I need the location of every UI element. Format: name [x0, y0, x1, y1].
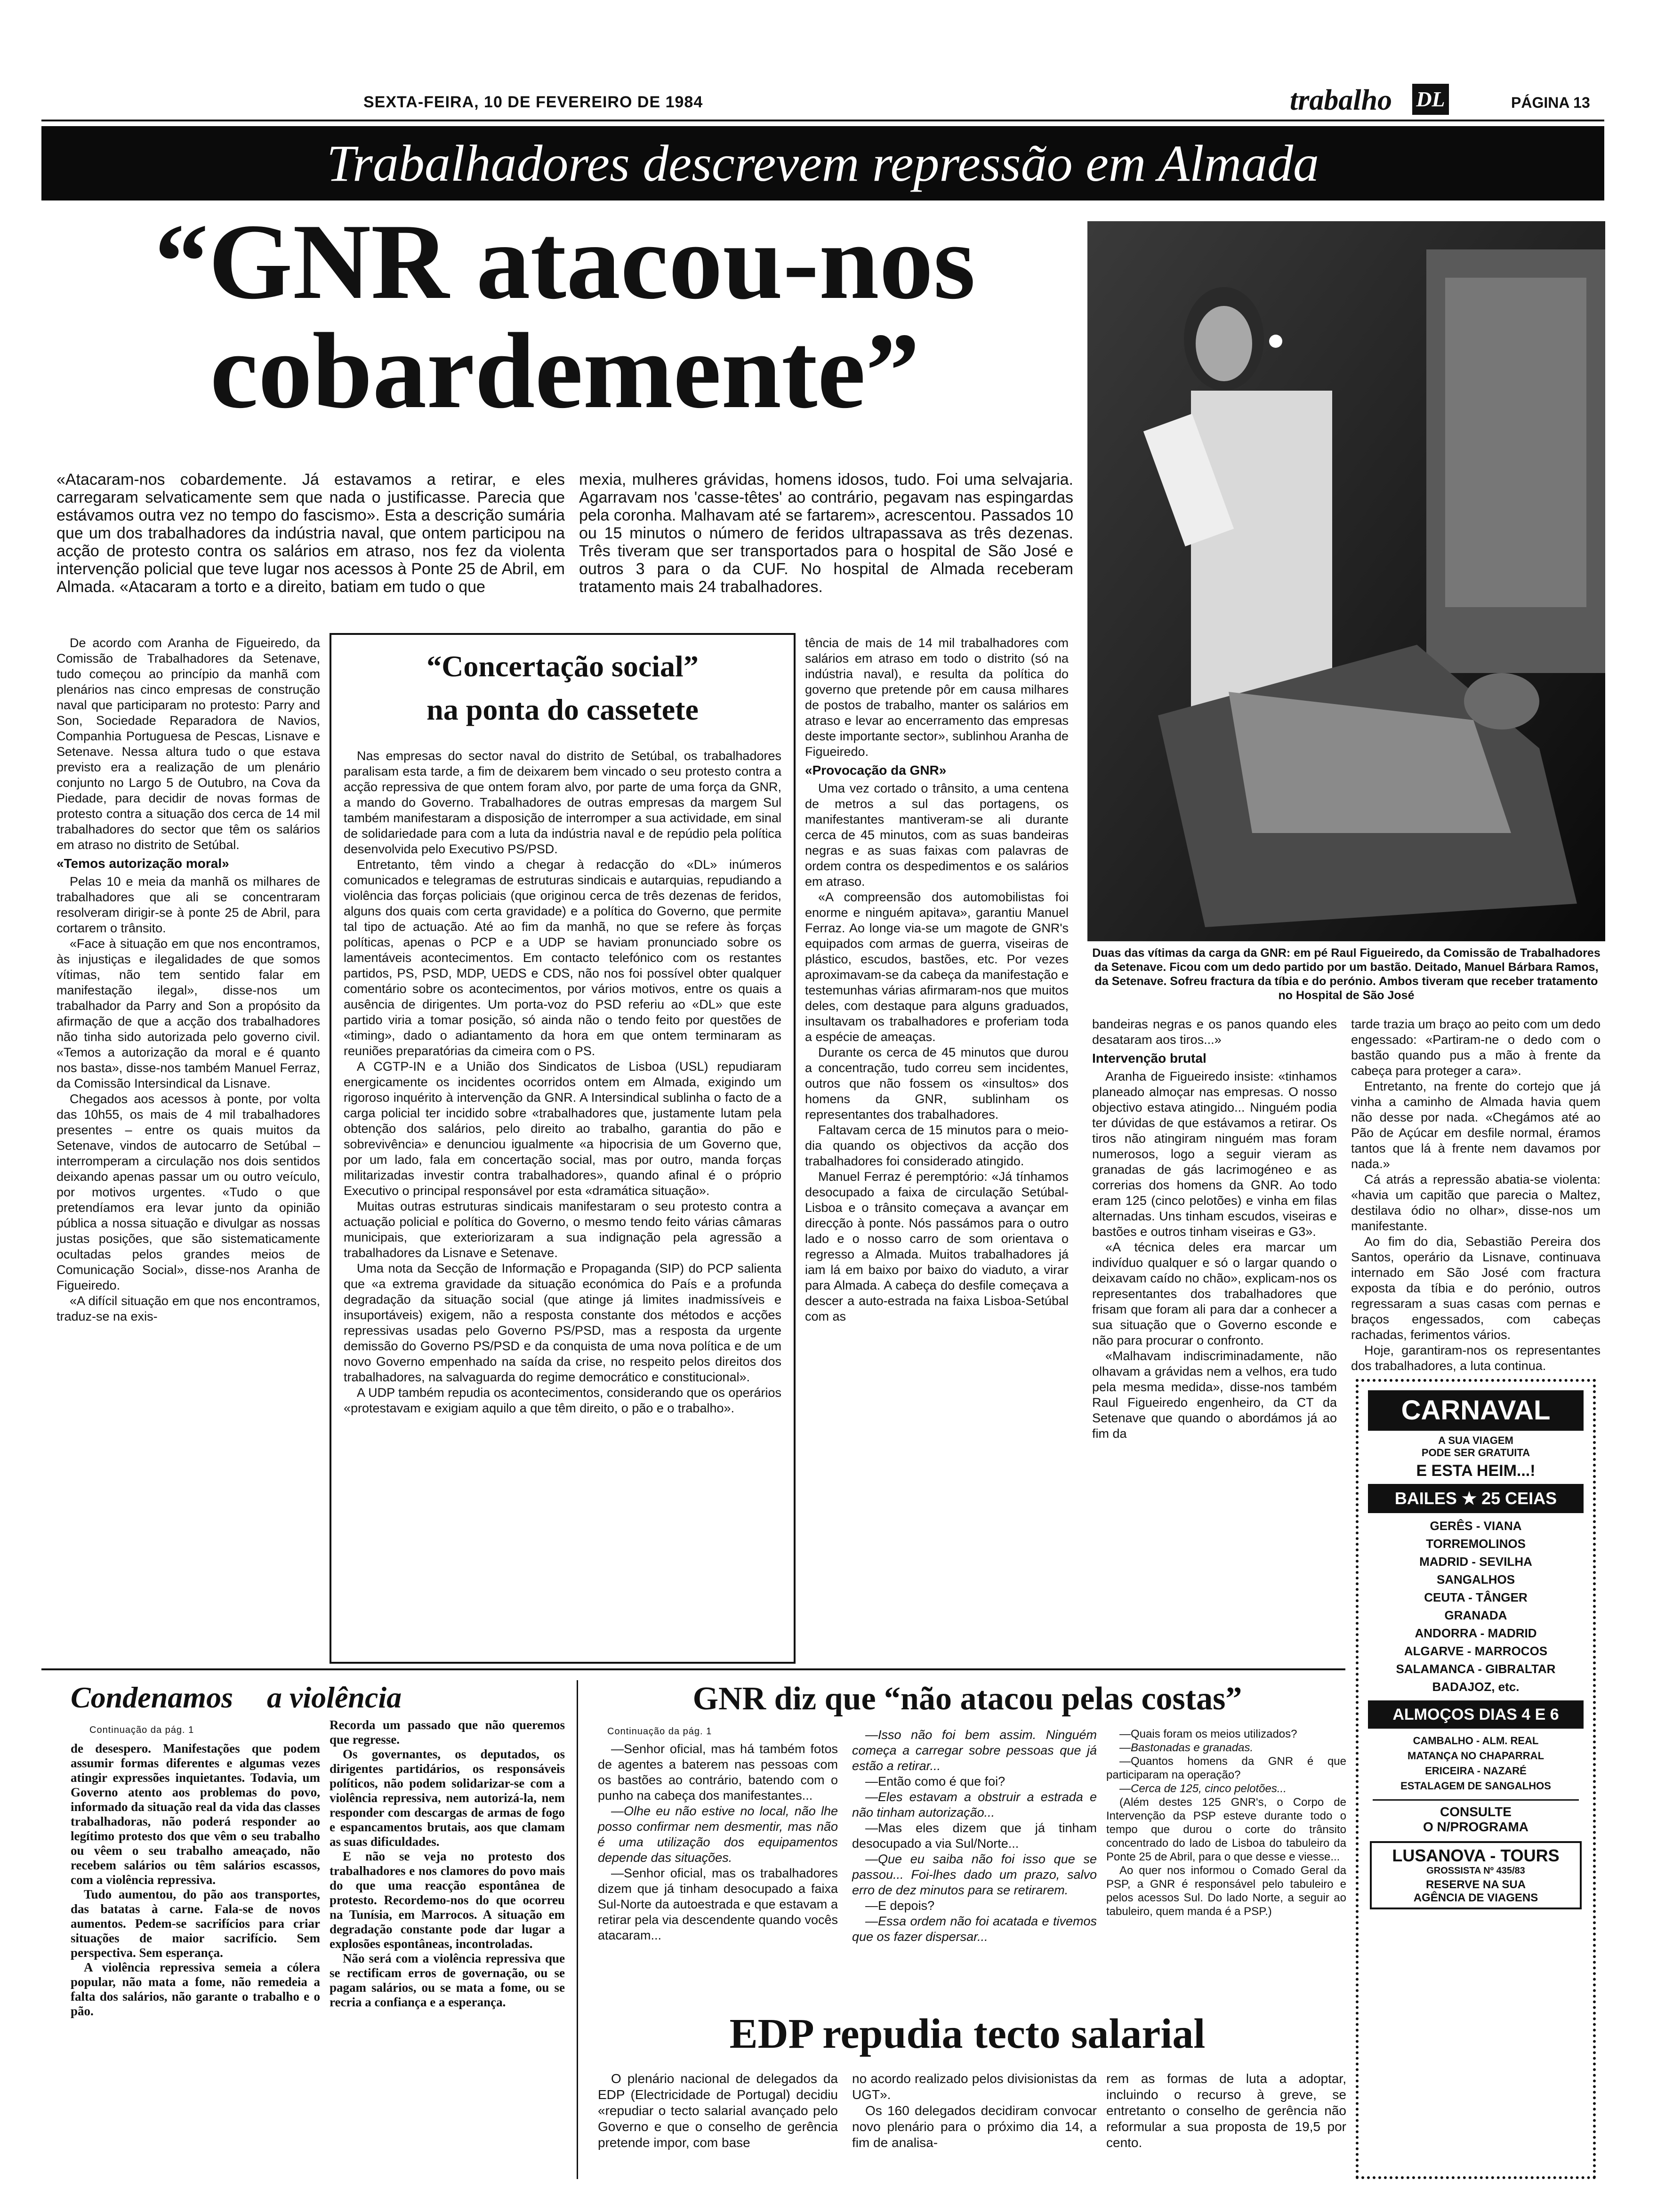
ad-place: CEUTA - TÂNGER [1424, 1590, 1528, 1604]
lower-section-rule [41, 1668, 1345, 1670]
headline [71, 201, 1059, 431]
col4-para-2: Aranha de Figueiredo insiste: «tinhamos planeado almoçar nas empresas. O nosso objectivo estava atingido... Ninguém podia ter dúvidas de que estávamos a retirar. Os tiros não atingiram ninguém mas foram numerosos, logo a seguir vieram as granadas de gás lacrimogéneo e as correrias dos homens da GNR. Ao todo eram 125 (cinco pelotões) e vinha em filas alternadas. Uns tinham escudos, viseiras e bastões e outros tinham viseiras e G3». [1092, 1069, 1337, 1239]
gnr-col-3 [1106, 1727, 1346, 2005]
header-date: SEXTA-FEIRA, 10 DE FEVEREIRO DE 1984 [363, 93, 703, 111]
gnr-title: GNR diz que “não atacou pelas costas” [692, 1681, 1242, 1717]
gnr-para-2: —Olhe eu não estive no local, não lhe posso confirmar nem desmentir, mas não é uma utilização dos equipamentos depende das situações. [598, 1804, 838, 1865]
ad-place-2: MATANÇA NO CHAPARRAL [1407, 1750, 1544, 1762]
col3-para-2: Uma vez cortado o trânsito, a uma centena de metros a sul das portagens, os manifestantes mantiveram-se ali durante cerca de 45 minutos, com as suas bandeiras negras e as suas faixas com palavras de ordem contra os despedimentos e os salários em atraso. [805, 781, 1069, 889]
ad-reserve: RESERVE NA SUA [1425, 1878, 1526, 1891]
editorial-col-1 [71, 1741, 320, 2184]
dl-logo-text: DL [1416, 87, 1445, 111]
editorial-title-1: Condenamos [71, 1681, 233, 1714]
gnr-para-12: —Bastonadas e granadas. [1119, 1741, 1254, 1754]
col1-subhead: «Temos autorização moral» [56, 856, 229, 871]
box-para-3: A CGTP-IN e a União dos Sindicatos de Lisboa (USL) repudiaram energicamente os incidentes ocorridos ontem em Almada, exigindo um rigoroso inquérito à intervenção da GNR. A Intersindical sublinha o facto de a carga policial ter incidido sobre «trabalhadores que, justamente lutam pela obtenção dos salários, pelo direito ao trabalho, garantia do pão e sobrevivência» e denunciou igualmente «a hipocrisia de um Governo que, por um lado, fala em concertação social, mas por outro, manda forças militarizadas investir contra trabalhadores», quando afinal é o próprio Executivo o principal responsável por esta «dramática situação». [344, 1059, 781, 1198]
banner [41, 126, 1604, 200]
lead-col-2 [579, 471, 1073, 626]
gnr-para-14: —Cerca de 125, cinco pelotões... [1119, 1782, 1287, 1795]
editorial-para-5: Os governantes, os deputados, os dirigentes partidários, os responsáveis políticos, não podem solidarizar-se com a violência repressiva, nem autorizá-la, nem responder com descargas de armas de fogo e espancamentos brutais, aos que clamam as suas dificuldades. [330, 1747, 565, 1849]
col1-para-5: «A difícil situação em que nos encontramos, traduz-se na exis- [56, 1294, 320, 1323]
col5-para-2: Entretanto, na frente do cortejo que já vinha a caminho de Almada havia quem não desse por nada. «Chegámos até ao Pão de Açúcar em desfile normal, éramos tantos que lá à frente nem davamos por nada.» [1351, 1079, 1601, 1171]
editorial-para-2: Tudo aumentou, do pão aos transportes, das batatas à carne. Fala-se de novos aumentos. Pedem-se sacrifícios para criar situações de maior sacrifício. Sem perspectiva. Sem esperança. [71, 1887, 320, 1960]
col3-subhead: «Provocação da GNR» [805, 763, 947, 777]
gnr-para-3: —Senhor oficial, mas os trabalhadores dizem que já tinham desocupado a faixa Sul-Norte da autoestrada e que estavam a retirar pela via descendente quando vocês atacaram... [598, 1866, 838, 1942]
ad-place-2: CAMBALHO - ALM. REAL [1413, 1735, 1539, 1747]
ad-line-1: A SUA VIAGEM [1438, 1435, 1513, 1446]
gnr-para-16: Ao quer nos informou o Comado Geral da PSP, a GNR é responsável pelo tabuleiro e pelos acessos Sul. Do lado Norte, a seguir ao tabuleiro, quem manda é a PSP.) [1106, 1864, 1346, 1918]
ad-place: GERÊS - VIANA [1430, 1519, 1522, 1533]
article-col-1 [56, 635, 320, 1657]
ad-programa: O N/PROGRAMA [1423, 1819, 1528, 1834]
ad-agency: LUSANOVA - TOURS [1392, 1846, 1560, 1865]
header-rule [41, 120, 1604, 121]
advert-carnaval [1356, 1379, 1596, 2179]
photo-illustration [1087, 221, 1605, 941]
ad-line-3: E ESTA HEIM...! [1416, 1462, 1536, 1480]
box-para-5: Uma nota da Secção de Informação e Propaganda (SIP) do PCP salienta que «a extrema gravidade da situação económica do País e a profunda degradação da situação social (que atinge já limites inadmissíveis e insuportáveis) exigem, não a resposta constante dos métodos e acções repressivas usadas pelo Governo PS/PSD, mas a resposta da urgente demissão do Governo PS/PSD e da conquista de uma nova política e de um novo Governo empenhado na saída da crise, no respeito pelos direitos dos trabalhadores, na salvaguarda do regime democrático e constitucional». [344, 1261, 781, 1384]
ad-line-2: PODE SER GRATUITA [1421, 1447, 1530, 1459]
lead-col-1 [56, 471, 565, 626]
gnr-para-13: —Quantos homens da GNR é que participaram na operação? [1106, 1755, 1346, 1781]
ad-consulte: CONSULTE [1440, 1804, 1512, 1819]
edp-col-1 [598, 2071, 838, 2184]
ad-place: SANGALHOS [1436, 1572, 1515, 1587]
col1-para-1: De acordo com Aranha de Figueiredo, da Comissão de Trabalhadores da Setenave, tudo começou ao princípio da manhã com plenários nas cinco empresas de construção naval que participaram no protesto: Parry and Son, Sociedade Reparadora de Navios, Companhia Portuguesa de Pescas, Lisnave e Setenave. Nessa altura tudo o que estava previsto era a realização de um plenário conjunto no Largo 5 de Outubro, na Cova da Piedade, para decidir de novas formas de protesto contra a situação dos cerca de 14 mil trabalhadores do sector que têm os salários em atraso no distrito de Setúbal. [56, 636, 320, 852]
ad-agencia: AGÊNCIA DE VIAGENS [1413, 1891, 1538, 1904]
section-name: trabalho [1290, 84, 1392, 116]
photo-caption: Duas das vítimas da carga da GNR: em pé Raul Figueiredo, da Comissão de Trabalhadores da Setenave. Ficou com um dedo partido por um bastão. Deitado, Manuel Bárbara Ramos, da Setenave. Sofreu fractura da tíbia e do perónio. Ambos tiveram que receber tratamento no Hospital de São José [1092, 946, 1601, 1002]
col1-para-3: «Face à situação em que nos encontramos, às injustiças e ilegalidades de que somos vítimas, não tem sentido falar em manifestação ilegal», disse-nos um trabalhador da Parry and Son a propósito da afirmação de que a acção dos trabalhadores não tinha sido autorizada pelo governo civil. «Temos a autorização da moral e é quanto nos basta», disse-nos também Manuel Ferraz, da Comissão Intersindical da Lisnave. [56, 937, 320, 1090]
col1-para-2: Pelas 10 e meia da manhã os milhares de trabalhadores que ali se concentraram resolveram dirigir-se à ponte 25 de Abril, para cortarem o trânsito. [56, 874, 320, 935]
ad-place: MADRID - SEVILHA [1419, 1555, 1532, 1569]
ad-almocos: ALMOÇOS DIAS 4 E 6 [1368, 1700, 1584, 1729]
col4-para-1: bandeiras negras e os panos quando eles desataram aos tiros...» [1092, 1017, 1337, 1047]
box-title-line-1: “Concertação social” [426, 649, 699, 683]
editorial-divider [577, 1680, 578, 2179]
gnr-para-10: —Essa ordem não foi acatada e tivemos que os fazer dispersar... [852, 1914, 1097, 1944]
col3-para-4: Durante os cerca de 45 minutos que durou a concentração, tudo correu sem incidentes, outros que não fossem os «insultos» dos homens da GNR, sublinham os representantes dos trabalhadores. [805, 1045, 1069, 1122]
ad-consulte-block [1373, 1799, 1579, 1835]
article-col-5 [1351, 1017, 1601, 1373]
ad-grossista: GROSSISTA Nº 435/83 [1426, 1866, 1525, 1876]
banner-text: Trabalhadores descrevem repressão em Almada [326, 135, 1319, 192]
editorial-para-7: Não será com a violência repressiva que se rectificam erros de governação, ou se pagam salários, ou se mata a fome, ou se recria a confiança e a esperança. [330, 1951, 565, 2009]
col3-para-1: tência de mais de 14 mil trabalhadores com salários em atraso em todo o distrito (só na indústria naval), e resulta da política do governo que pretende pôr em causa milhares de postos de trabalho, manter os salários em atraso e levar ao encerramento das empresas deste importante sector», sublinhou Aranha de Figueiredo. [805, 636, 1069, 759]
lead-para-1: «Atacaram-nos cobardemente. Já estavamos a retirar, e eles carregaram selvaticamente sem que nada o justificasse. Parecia que estávamos outra vez no tempo do fascismo». Esta a descrição sumária que um dos trabalhadores da indústria naval, que ontem participou na acção de protesto contra os salários em atraso, nos fez da violenta intervenção policial que teve lugar nos acessos à Ponte 25 de Abril, em Almada. «Atacaram a torto e a direito, batiam em tudo o que [56, 471, 565, 596]
ad-title: CARNAVAL [1368, 1390, 1584, 1431]
ad-places-2 [1359, 1733, 1593, 1794]
editorial-para-4: Recorda um passado que não queremos que regresse. [330, 1718, 565, 1747]
page-number: PÁGINA 13 [1511, 94, 1590, 111]
ad-agency-box [1370, 1841, 1582, 1909]
edp-para-4: rem as formas de luta a adoptar, incluindo o recurso à greve, se entretanto o conselho de gerência não reformular a sua proposta de 19,5 por cento. [1106, 2071, 1346, 2150]
col5-para-3: Cá atrás a repressão abatia-se violenta: «havia um capitão que parecia o Maltez, destilava ódio no olhar», disse-nos um manifestante. [1351, 1172, 1601, 1233]
gnr-para-8: —Que eu saiba não foi isso que se passou... Foi-lhes dado um prazo, salvo erro de dez minutos para se retirarem. [852, 1852, 1097, 1897]
photo-victims [1087, 221, 1605, 941]
editorial-para-6: E não se veja no protesto dos trabalhadores e nos clamores do povo mais do que uma reacção espontânea de protesto. Recordemo-nos do que ocorreu na Tunísia, em Marrocos. A situação em degradação constante pode dar lugar a explosões espontâneas, incontroladas. [330, 1849, 565, 1951]
gnr-para-1: —Senhor oficial, mas há também fotos de agentes a baterem nas pessoas com os bastões ao contrário, batendo com o punho na cabeça dos manifestantes... [598, 1742, 838, 1803]
editorial-continuation: Continuação da pág. 1 [89, 1725, 194, 1735]
lead-para-2: mexia, mulheres grávidas, homens idosos, tudo. Foi uma selvajaria. Agarravam nos 'casse-têtes' ao contrário, pegavam nas espingardas pela coronha. Malhavam até se fartarem», acrescentou. Passados 10 ou 15 minutos o número de feridos ultrapassava as três dezenas. Três tiveram que ser transportados para o hospital de São José e outros 3 para o da CUF. No hospital de Almada receberam tratamento mais 24 trabalhadores. [579, 471, 1073, 596]
editorial-para-1: de desespero. Manifestações que podem assumir formas diferentes e algumas vezes atingir expressões inquietantes. Todavia, um Governo atento aos problemas do povo, informado da situação real da vida das classes trabalhadoras, não poderá responder ao legítimo protesto dos que vêm o seu trabalho ou vêem o seu trabalho ameaçado, não recebem salários ou têm salários escassos, com a violência repressiva. [71, 1741, 320, 1887]
box-body [344, 748, 781, 1652]
gnr-col-1 [598, 1741, 838, 2005]
col4-subhead: Intervenção brutal [1092, 1051, 1207, 1066]
box-para-6: A UDP também repudia os acontecimentos, considerando que os operários «protestavam e exigiam aquilo a que têm direito, o pão e o trabalho». [344, 1386, 781, 1415]
col3-para-3: «A compreensão dos automobilistas foi enorme e ninguém apitava», garantiu Manuel Ferraz. Ao longe via-se um magote de GNR's equipados com armas de guerra, viseiras de plástico, escudos, bastões, etc. Por vezes aproximavam-se da cabeça da manifestação e testemunhas várias afirmaram-nos que muitos deles, com destaque para alguns graduados, insultavam os trabalhadores e proferiam toda a espécie de ameaças. [805, 890, 1069, 1044]
headline-line-2: cobardemente” [210, 311, 920, 431]
editorial-title-2: a violência [266, 1681, 402, 1714]
ad-places [1359, 1517, 1593, 1696]
gnr-para-9: —E depois? [865, 1899, 935, 1913]
ad-bailes: BAILES ★ 25 CEIAS [1368, 1484, 1584, 1513]
col4-para-4: «Malhavam indiscriminadamente, não olhavam a grávidas nem a velhos, era tudo pela mesma medida», disse-nos também Raul Figueiredo engenheiro, da CT da Setenave que quando o abordámos já ao fim da [1092, 1349, 1337, 1441]
col3-para-5: Faltavam cerca de 15 minutos para o meio-dia quando os objectivos da acção dos trabalhadores foi considerado atingido. [805, 1123, 1069, 1168]
ad-place: ANDORRA - MADRID [1415, 1626, 1537, 1640]
box-para-2: Entretanto, têm vindo a chegar à redacção do «DL» inúmeros comunicados e telegramas de estruturas sindicais e autarquias, repudiando a violência das forças policiais (que originou cerca de três dezenas de feridos, alguns dos quais com certa gravidade) e a política do Governo, que permite tal tipo de actuação. Até ao fim da manhã, no que se refere às forças políticas, apenas o PCP e a UDP se haviam pronunciado sobre os lamentáveis acontecimentos. Em contacto telefónico com os restantes partidos, PS, PSD, MDP, UEDS e CDS, não nos foi possível obter qualquer comentário sobre os acontecimentos, por vários motivos, entre os quais a ausência de dirigentes. Um porta-voz do PSD referiu ao «DL» que este partido viria a tomar posição, só ainda não o tendo feito por questões de «timing», dado o adiantamento da hora em que ontem terminaram as reuniões preparatórias da cimeira com o PS. [344, 858, 781, 1058]
edp-title: EDP repudia tecto salarial [729, 2011, 1206, 2057]
col3-para-6: Manuel Ferraz é peremptório: «Já tínhamos desocupado a faixa de circulação Setúbal-Lisboa e o trânsito começava a avançar em direcção à ponte. Nós passámos para o outro lado e o nosso carro de som orientava o regresso a Almada. Muitos trabalhadores já iam lá em baixo por baixo do viaduto, a virar para Almada. A cabeça do desfile começava a descer a auto-estrada na faixa Lisboa-Setúbal com as [805, 1170, 1069, 1323]
ad-place: GRANADA [1444, 1608, 1507, 1622]
gnr-para-6: —Eles estavam a obstruir a estrada e não tinham autorização... [852, 1790, 1097, 1819]
edp-col-2 [852, 2071, 1097, 2184]
gnr-para-11: —Quais foram os meios utilizados? [1119, 1728, 1297, 1740]
article-col-3 [805, 635, 1069, 1657]
edp-para-1: O plenário nacional de delegados da EDP (Electricidade de Portugal) decidiu «repudiar o tecto salarial avançado pelo Governo e que o conselho de gerência pretende impor, com base [598, 2071, 838, 2150]
edp-para-2: no acordo realizado pelos divisionistas da UGT». [852, 2071, 1097, 2102]
box-title [334, 645, 791, 731]
editorial-col-2b [330, 1718, 565, 2184]
article-col-4 [1092, 1017, 1337, 1657]
edp-para-3: Os 160 delegados decidiram convocar novo plenário para o próximo dia 14, a fim de analisa- [852, 2103, 1097, 2150]
ad-place-2: ERICEIRA - NAZARÉ [1425, 1765, 1527, 1777]
ad-place: ALGARVE - MARROCOS [1404, 1644, 1548, 1658]
col5-para-4: Ao fim do dia, Sebastião Pereira dos Santos, operário da Lisnave, continuava internado em São José com fractura exposta da tíbia e do perónio, outros regressaram a suas casas com pernas e braços engessados, com cabeças rachadas, ferimentos vários. [1351, 1234, 1601, 1342]
ad-place: TORREMOLINOS [1426, 1537, 1526, 1551]
box-para-1: Nas empresas do sector naval do distrito de Setúbal, os trabalhadores paralisam esta tarde, a fim de deixarem bem vincado o seu protesto contra a acção repressiva de que ontem foram alvo, por parte de uma força da GNR, a mando do Governo. Trabalhadores de outras empresas da margem Sul também manifestaram a disposição de interromper a sua actividade, em sinal de solidariedade para com a luta da indústria naval e de repúdio pela política desenvolvida pelo Executivo PS/PSD. [344, 749, 781, 856]
col5-para-1: tarde trazia um braço ao peito com um dedo engessado: «Partiram-ne o dedo com o bastão quando pus a mão à frente da cabeça para proteger a cara». [1351, 1017, 1601, 1078]
gnr-col-2 [852, 1727, 1097, 2005]
gnr-continuation: Continuação da pág. 1 [607, 1726, 712, 1737]
ad-place: BADAJOZ, etc. [1432, 1680, 1520, 1694]
col4-para-3: «A técnica deles era marcar um indivíduo qualquer e só o largar quando o deixavam caído no chão», explicam-nos os representantes dos trabalhadores que frisam que foram ali para dar a conhecer a sua situação que o Governo esconde e não para procurar o confronto. [1092, 1240, 1337, 1347]
col5-para-5: Hoje, garantiram-nos os representantes dos trabalhadores, a luta continua. [1351, 1343, 1601, 1373]
dl-logo-icon [1412, 84, 1449, 115]
box-para-4: Muitas outras estruturas sindicais manifestaram o seu protesto contra a actuação policial e política do Governo, o mesmo tendo feito várias câmaras municipais, que exteriorizaram a sua indignação pela agressão a trabalhadores da Lisnave e Setenave. [344, 1199, 781, 1260]
edp-col-3 [1106, 2071, 1346, 2184]
headline-line-1: “GNR atacou-nos [154, 201, 976, 321]
gnr-para-5: —Então como é que foi? [865, 1774, 1005, 1788]
col1-para-4: Chegados aos acessos à ponte, por volta das 10h55, os mais de 4 mil trabalhadores presentes – entre os quais muitos da Setenave, vindos de autocarro de Setúbal – interromperam a circulação nos dois sentidos deixando apenas passar um ou outro veículo, por motivos urgentes. «Tudo o que pretendíamos era levar junto da opinião pública a nossa situação e divulgar as nossas justas posições, que são sistematicamente ocultadas pelos grandes meios de Comunicação Social», disse-nos Aranha de Figueiredo. [56, 1092, 320, 1292]
ad-place: SALAMANCA - GIBRALTAR [1396, 1662, 1556, 1676]
gnr-para-7: —Mas eles dizem que já tinham desocupado a via Sul/Norte... [852, 1821, 1097, 1851]
editorial-title [71, 1680, 447, 1715]
gnr-para-4: —Isso não foi bem assim. Ninguém começa a carregar sobre pessoas que já estão a retirar... [852, 1728, 1097, 1773]
box-title-line-2: na ponta do cassetete [426, 693, 699, 726]
editorial-para-3: A violência repressiva semeia a cólera popular, não mata a fome, não remedeia a falta dos salários, não garante o trabalho e o pão. [71, 1960, 320, 2018]
gnr-para-15: (Além destes 125 GNR's, o Corpo de Intervenção da PSP esteve durante todo o tempo que durou o corte do trânsito concentrado do lado de Lisboa do tabuleiro da Ponte 25 de Abril, para o que desse e viesse... [1106, 1796, 1346, 1863]
ad-place-2: ESTALAGEM DE SANGALHOS [1400, 1780, 1551, 1792]
